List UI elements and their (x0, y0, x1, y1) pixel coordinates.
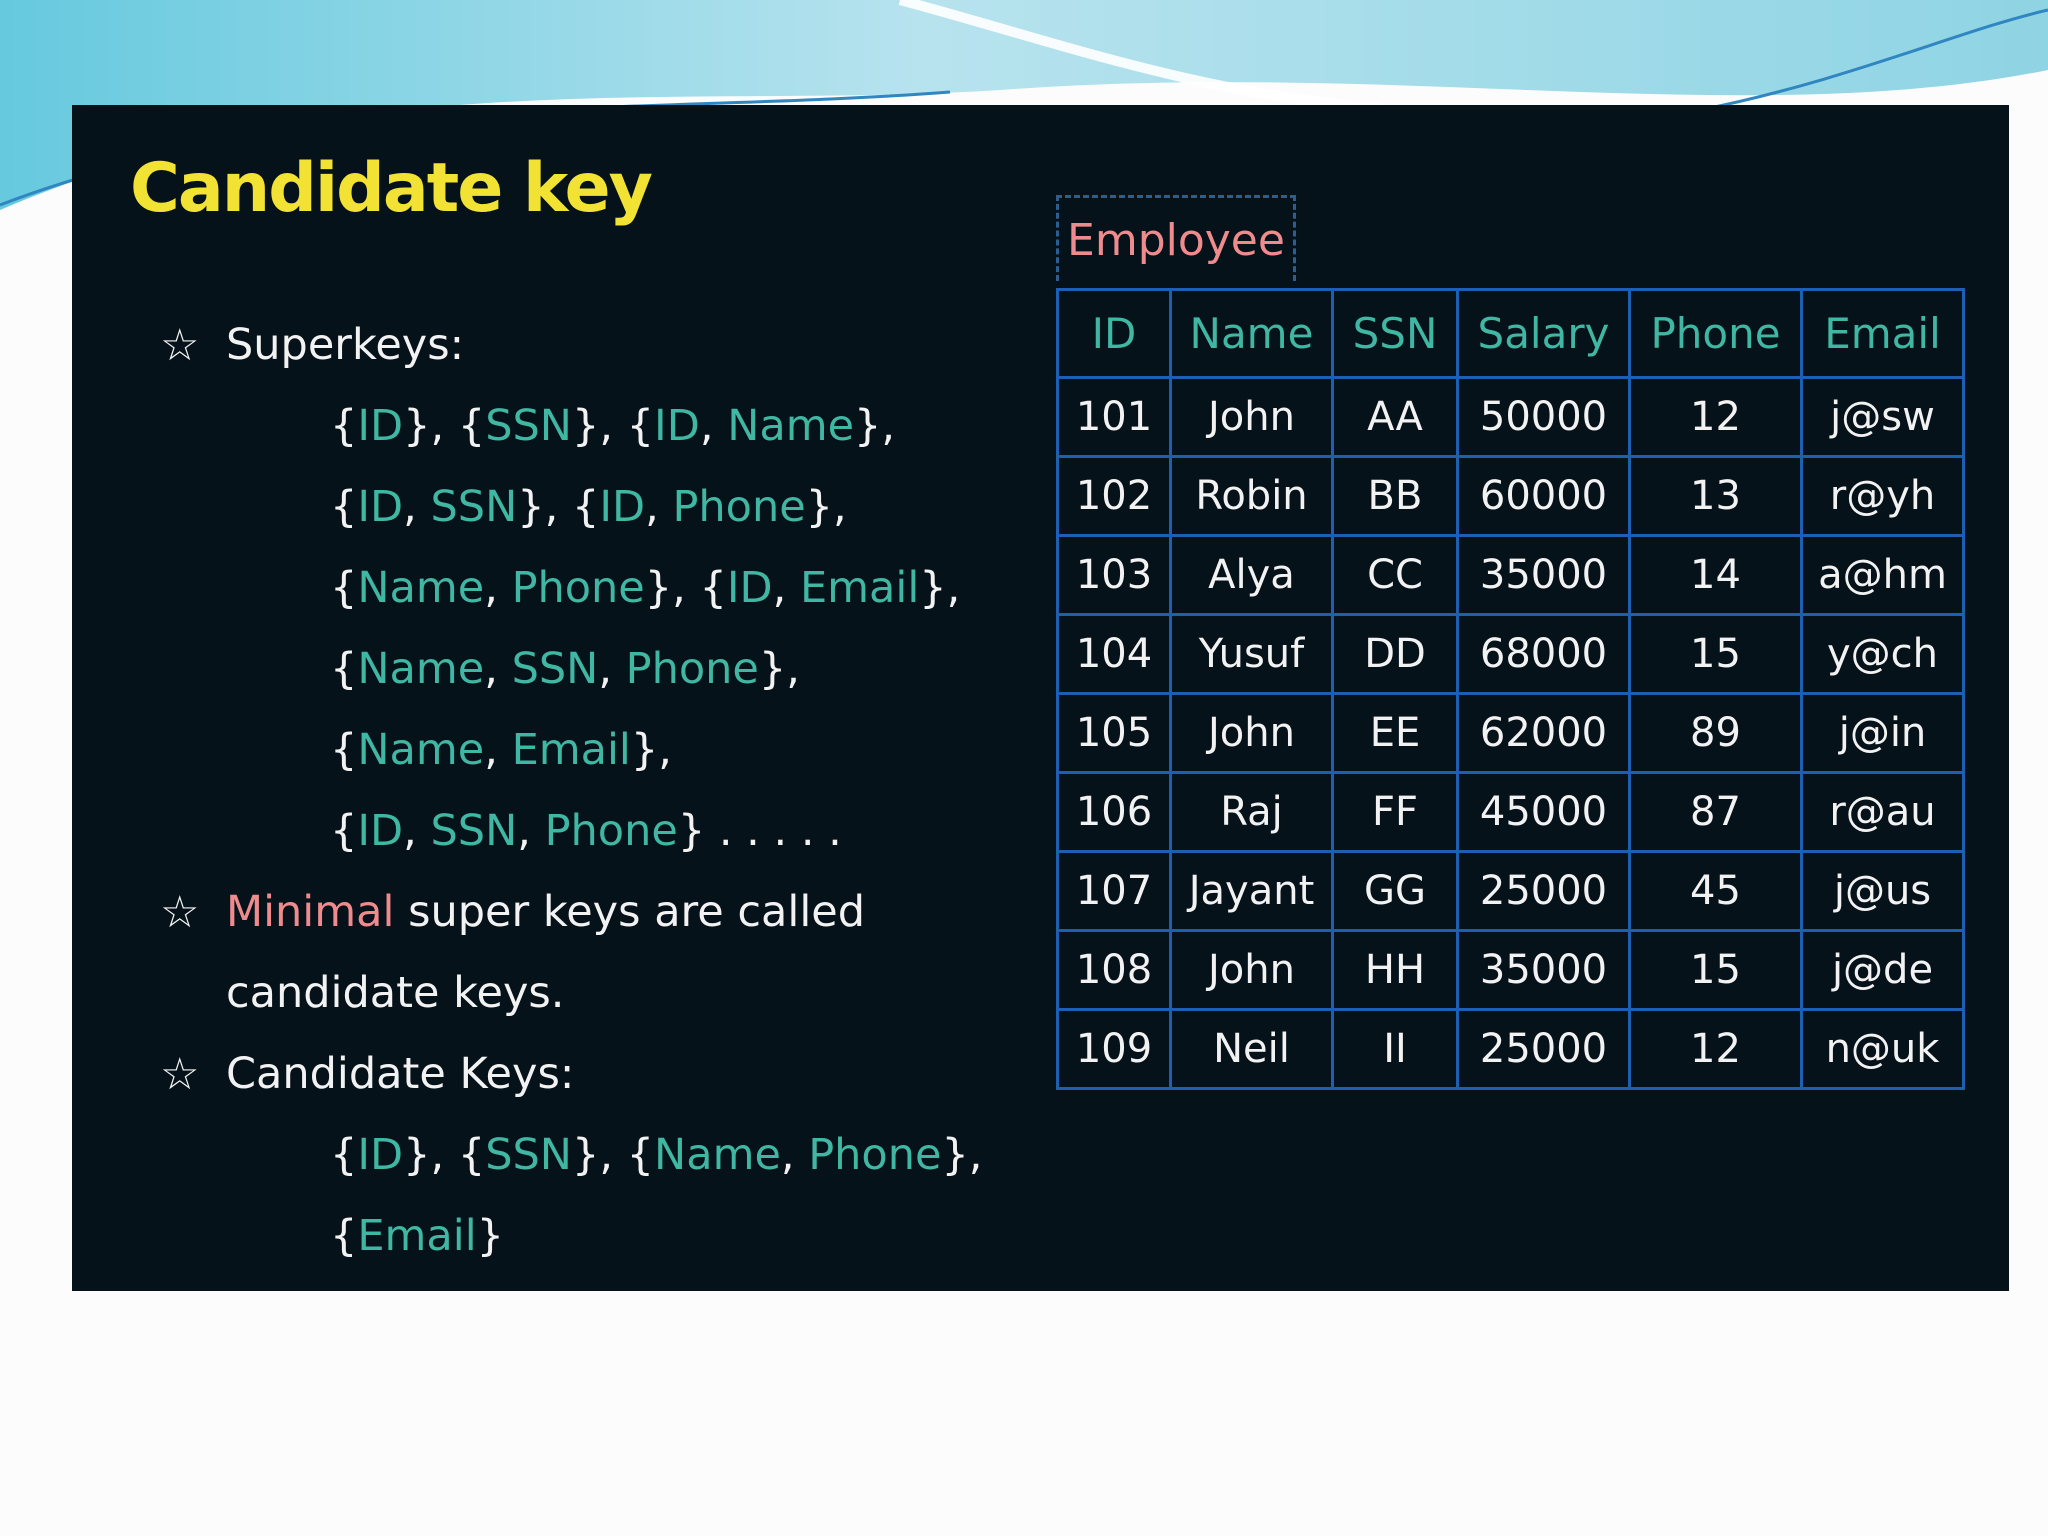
attribute-name: Name (357, 725, 485, 775)
table-cell: CC (1333, 536, 1458, 615)
table-cell: Raj (1171, 773, 1333, 852)
bullet-line (160, 710, 1040, 791)
table-cell: Neil (1171, 1010, 1333, 1089)
attribute-name: Name (727, 401, 855, 451)
table-row (1058, 694, 1964, 773)
text-segment: , (484, 644, 512, 694)
bullet-line (160, 305, 1040, 386)
table-cell: 62000 (1458, 694, 1630, 773)
text-segment: Candidate Keys: (226, 1049, 575, 1099)
attribute-name: ID (357, 401, 404, 451)
table-cell: 103 (1058, 536, 1171, 615)
text-segment: , (403, 482, 431, 532)
text-segment: , (484, 563, 512, 613)
attribute-name: ID (654, 401, 700, 451)
attribute-name: Email (511, 725, 631, 775)
column-header: ID (1058, 290, 1171, 378)
table-cell: Yusuf (1171, 615, 1333, 694)
table-cell: 109 (1058, 1010, 1171, 1089)
attribute-name: Phone (672, 482, 806, 532)
table-cell: 106 (1058, 773, 1171, 852)
text-segment: }, (919, 563, 961, 613)
table-cell: 14 (1630, 536, 1802, 615)
text-segment: }, (941, 1130, 983, 1180)
table-caption: Employee (1056, 195, 1296, 281)
bullet-line (160, 467, 1040, 548)
table-cell: EE (1333, 694, 1458, 773)
table-cell: 45 (1630, 852, 1802, 931)
slide-title: Candidate key (130, 149, 651, 228)
bullet-line (160, 1196, 1040, 1277)
table-cell: j@in (1802, 694, 1964, 773)
table-cell: 15 (1630, 615, 1802, 694)
text-segment: } (476, 1211, 505, 1261)
text-segment: , (517, 806, 545, 856)
text-segment: }, (630, 725, 672, 775)
bullet-line (160, 629, 1040, 710)
table-cell: Alya (1171, 536, 1333, 615)
text-segment: { (330, 644, 358, 694)
text-segment: , (645, 482, 673, 532)
table-cell: a@hm (1802, 536, 1964, 615)
text-segment: candidate keys. (226, 968, 565, 1018)
table-cell: 25000 (1458, 1010, 1630, 1089)
text-segment: { (330, 1211, 358, 1261)
table-cell: AA (1333, 378, 1458, 457)
text-segment: , (598, 644, 626, 694)
employee-table (1056, 288, 1965, 1090)
slide-panel (72, 105, 2009, 1291)
table-cell: y@ch (1802, 615, 1964, 694)
attribute-name: Email (799, 563, 920, 613)
table-cell: 13 (1630, 457, 1802, 536)
attribute-name: ID (726, 563, 773, 613)
attribute-name: ID (357, 482, 404, 532)
text-segment: , (699, 401, 728, 451)
table-cell: 25000 (1458, 852, 1630, 931)
text-segment: Superkeys: (226, 320, 465, 370)
table-cell: 105 (1058, 694, 1171, 773)
text-segment: }, { (403, 401, 486, 451)
table-row (1058, 378, 1964, 457)
attribute-name: Phone (544, 806, 678, 856)
text-segment: , (484, 725, 512, 775)
table-header-row (1058, 290, 1964, 378)
table-row (1058, 457, 1964, 536)
attribute-name: SSN (485, 1130, 572, 1180)
text-segment: }, { (571, 1130, 655, 1180)
table-cell: John (1171, 931, 1333, 1010)
table-cell: n@uk (1802, 1010, 1964, 1089)
star-icon: ☆ (160, 1049, 200, 1100)
table-cell: 12 (1630, 378, 1802, 457)
table-cell: II (1333, 1010, 1458, 1089)
text-segment: { (330, 1130, 358, 1180)
column-header: Email (1802, 290, 1964, 378)
text-segment: , (780, 1130, 809, 1180)
table-cell: 87 (1630, 773, 1802, 852)
text-segment: }, { (403, 1130, 486, 1180)
attribute-name: SSN (430, 806, 518, 856)
table-cell: John (1171, 694, 1333, 773)
star-icon: ☆ (160, 320, 200, 371)
attribute-name: ID (357, 1130, 404, 1180)
table-row (1058, 1010, 1964, 1089)
table-cell: 102 (1058, 457, 1171, 536)
highlight-text: Minimal (226, 887, 395, 937)
text-segment: { (330, 563, 358, 613)
text-segment: { (330, 806, 358, 856)
text-segment: }, (805, 482, 847, 532)
text-segment: }, { (571, 401, 655, 451)
table-row (1058, 773, 1964, 852)
attribute-name: Name (357, 563, 485, 613)
attribute-name: Phone (511, 563, 645, 613)
bullet-line (160, 1034, 1040, 1115)
text-segment: } . . . . . (677, 806, 842, 856)
table-cell: r@au (1802, 773, 1964, 852)
table-cell: r@yh (1802, 457, 1964, 536)
star-icon: ☆ (160, 887, 200, 938)
column-header: Name (1171, 290, 1333, 378)
column-header: SSN (1333, 290, 1458, 378)
attribute-name: Email (357, 1211, 477, 1261)
text-segment: }, (854, 401, 896, 451)
table-cell: 104 (1058, 615, 1171, 694)
attribute-name: ID (357, 806, 404, 856)
text-segment: , (403, 806, 431, 856)
text-segment: }, { (644, 563, 727, 613)
column-header: Salary (1458, 290, 1630, 378)
attribute-name: Phone (625, 644, 759, 694)
table-cell: 45000 (1458, 773, 1630, 852)
text-segment: }, (758, 644, 800, 694)
table-cell: 101 (1058, 378, 1171, 457)
bullet-line (160, 791, 1040, 872)
table-cell: j@us (1802, 852, 1964, 931)
attribute-name: SSN (511, 644, 599, 694)
table-cell: GG (1333, 852, 1458, 931)
bullet-line (160, 953, 1040, 1034)
attribute-name: SSN (485, 401, 572, 451)
table-cell: John (1171, 378, 1333, 457)
table-cell: 60000 (1458, 457, 1630, 536)
attribute-name: Name (357, 644, 485, 694)
attribute-name: Name (654, 1130, 781, 1180)
column-header: Phone (1630, 290, 1802, 378)
attribute-name: SSN (430, 482, 518, 532)
table-cell: 68000 (1458, 615, 1630, 694)
table-cell: 15 (1630, 931, 1802, 1010)
table-cell: 107 (1058, 852, 1171, 931)
text-segment: , (772, 563, 800, 613)
text-segment: { (330, 401, 358, 451)
table-cell: 35000 (1458, 931, 1630, 1010)
text-segment: { (330, 482, 358, 532)
attribute-name: Phone (808, 1130, 942, 1180)
table-cell: j@sw (1802, 378, 1964, 457)
table-cell: 108 (1058, 931, 1171, 1010)
table-cell: 12 (1630, 1010, 1802, 1089)
table-row (1058, 536, 1964, 615)
table-row (1058, 852, 1964, 931)
table-cell: 89 (1630, 694, 1802, 773)
attribute-name: ID (599, 482, 646, 532)
table-cell: FF (1333, 773, 1458, 852)
bullet-line (160, 548, 1040, 629)
table-cell: Robin (1171, 457, 1333, 536)
bullet-line (160, 872, 1040, 953)
bullet-line (160, 1115, 1040, 1196)
text-segment: { (330, 725, 358, 775)
table-cell: 35000 (1458, 536, 1630, 615)
table-cell: j@de (1802, 931, 1964, 1010)
text-segment: super keys are called (394, 887, 866, 937)
table-cell: DD (1333, 615, 1458, 694)
text-segment: }, { (517, 482, 600, 532)
table-row (1058, 931, 1964, 1010)
bullet-line (160, 386, 1040, 467)
bullet-list (160, 305, 1040, 1277)
table-cell: 50000 (1458, 378, 1630, 457)
table-cell: Jayant (1171, 852, 1333, 931)
table-cell: HH (1333, 931, 1458, 1010)
table-cell: BB (1333, 457, 1458, 536)
table-row (1058, 615, 1964, 694)
